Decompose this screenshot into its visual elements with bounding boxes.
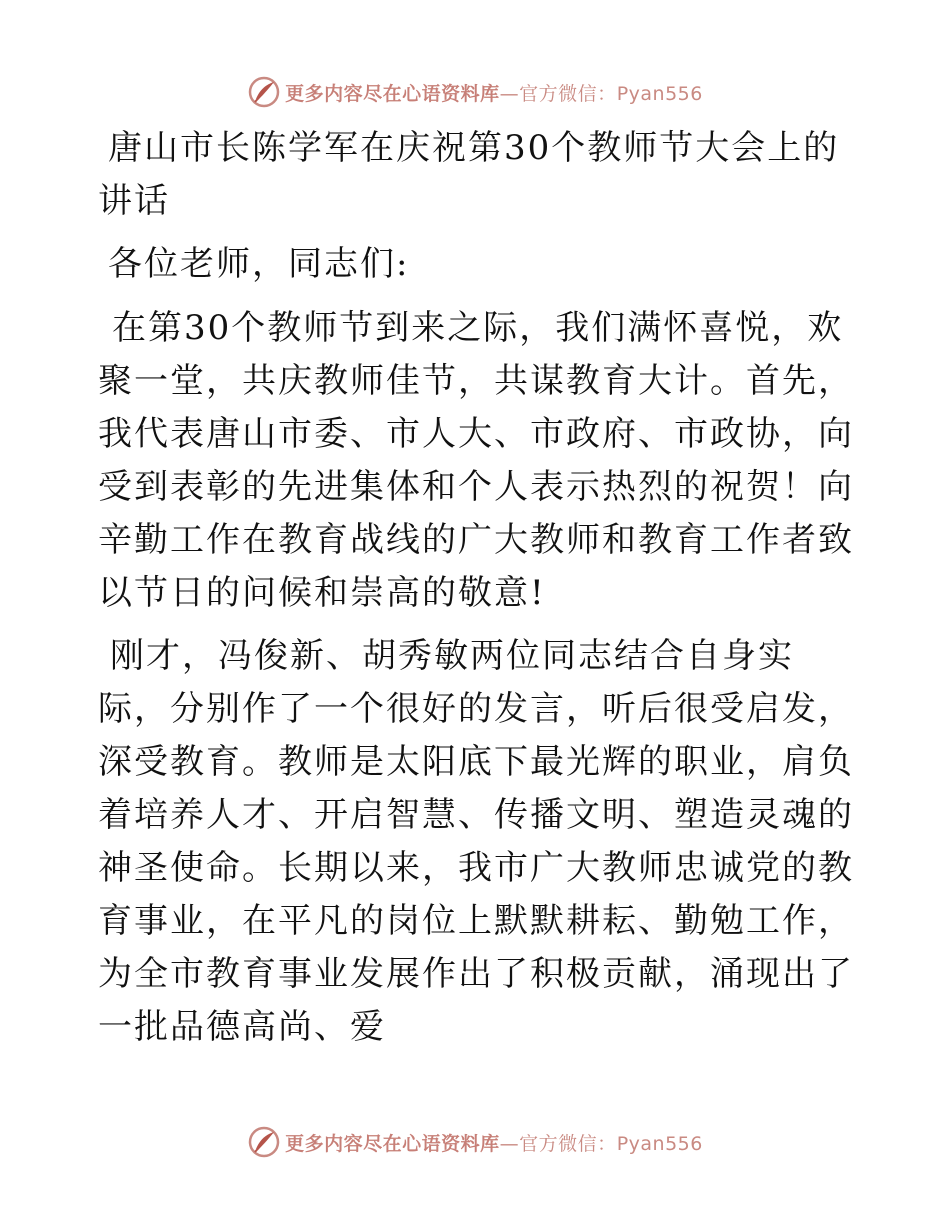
- watermark-brand: 更多内容尽在心语资料库: [285, 82, 500, 105]
- watermark-wechat-label: 官方微信：: [519, 1132, 617, 1155]
- watermark-separator: —: [499, 1132, 520, 1155]
- header-watermark: [0, 72, 950, 112]
- quill-logo-icon: [247, 75, 281, 109]
- paragraph-1: 在第30个教师节到来之际，我们满怀喜悦，欢聚一堂，共庆教师佳节，共谋教育大计。首先，我代表唐山市委、市人大、市政府、市政协，向受到表彰的先进集体和个人表示热烈的祝贺！向辛勤工作在教育战线的广大教师和教育工作者致以节日的问候和崇高的敬意!: [98, 308, 854, 613]
- watermark-wechat-label: 官方微信：: [519, 82, 617, 105]
- footer-watermark: [0, 1122, 950, 1162]
- paragraph-2: 刚才，冯俊新、胡秀敏两位同志结合自身实际，分别作了一个很好的发言，听后很受启发，深受教育。教师是太阳底下最光辉的职业，肩负着培养人才、开启智慧、传播文明、塑造灵魂的神圣使命。长期以来，我市广大教师忠诚党的教育事业，在平凡的岗位上默默耕耘、勤勉工作，为全市教育事业发展作出了积极贡献，涌现出了一批品德高尚、爱: [98, 636, 854, 1047]
- watermark-separator: —: [499, 82, 520, 105]
- watermark-wechat-id: Pyan556: [616, 1132, 703, 1155]
- greeting: 各位老师，同志们:: [108, 244, 410, 284]
- watermark-wechat-id: Pyan556: [616, 82, 703, 105]
- document-title: 唐山市长陈学军在庆祝第30个教师节大会上的讲话: [98, 128, 840, 221]
- document-body: [98, 122, 858, 1064]
- watermark-brand: 更多内容尽在心语资料库: [285, 1132, 500, 1155]
- quill-logo-icon: [247, 1125, 281, 1159]
